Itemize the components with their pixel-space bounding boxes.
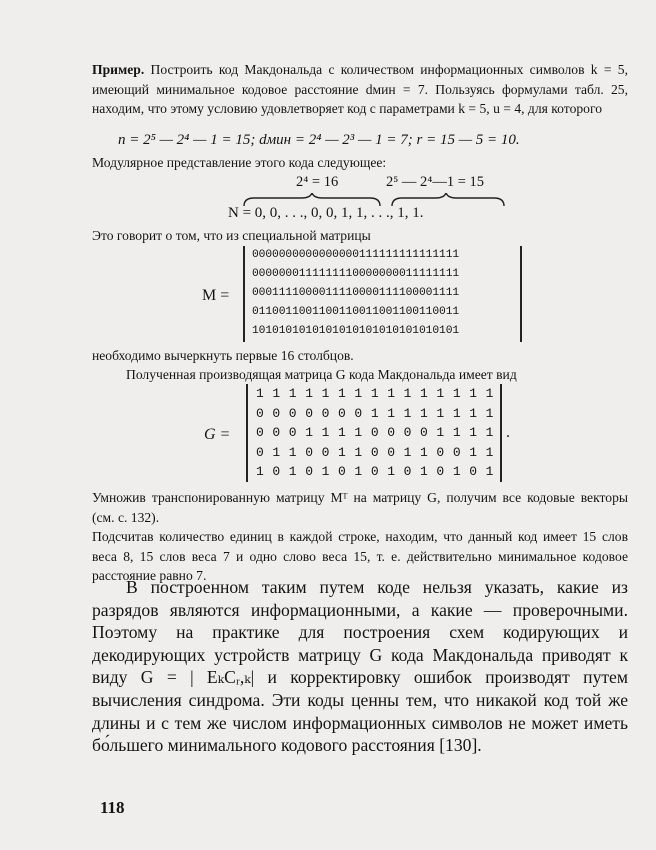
matrix-m-row: 1010101010101010101010101010101 [252,325,460,337]
matrix-m [252,246,459,341]
matrix-g [256,384,494,482]
matrix-m-row: 0001111000011110000111100001111 [252,287,460,299]
matrix-g-row: 1 0 1 0 1 0 1 0 1 0 1 0 1 0 1 [256,464,494,480]
example-paragraph [92,60,628,119]
matrix-g-label: G = [204,426,231,443]
page-number: 118 [100,798,125,817]
brace-left-label: 2⁴ = 16 [296,174,339,190]
matrix-g-row: 0 0 0 0 0 0 0 1 1 1 1 1 1 1 1 [256,405,494,421]
example-label: Пример. [92,62,145,77]
main-paragraph-text: В построенном таким путем коде нельзя указать, какие из разрядов являются информационными, а какие — проверочными. Поэтому на практике для построения схем кодирующих и декодирующих устройств матрицу G кода Макдональда приводят к виду G = | EₖCᵣ,ₖ| и корректировку ошибок производят путем вычисления синдрома. Эти коды ценны тем, что никакой код той же длины и с тем же числом информационных символов не может иметь бо́льшего минимального кодового расстояния [130]. [92,577,628,756]
multiply-paragraph: Умножив транспонированную матрицу Mᵀ на матрицу G, получим все кодовые векторы (см. с. 132). [92,490,628,525]
strike-note: необходимо вычеркнуть первые 16 столбцов. [92,348,354,363]
matrix-m-left-bar [243,246,245,342]
matrix-g-right-bar [500,384,502,482]
main-paragraph [92,576,628,757]
matrix-m-row: 0000000111111110000000011111111 [252,268,460,280]
matrix-m-right-bar [520,246,522,342]
generator-intro: Полученная производящая матрица G кода Макдональда имеет вид [126,367,517,382]
brace-right-label: 2⁵ — 2⁴—1 = 15 [386,174,485,190]
modular-intro: Модулярное представление этого кода следующее: [92,155,387,170]
matrix-g-row: 0 1 1 0 0 1 1 0 0 1 1 0 0 1 1 [256,444,494,460]
matrix-g-row: 1 1 1 1 1 1 1 1 1 1 1 1 1 1 1 [256,386,494,401]
n-vector: N = 0, 0, . . ., 0, 0, 1, 1, . . ., 1, 1. [228,205,424,221]
matrix-m-row: 0000000000000000111111111111111 [252,249,460,261]
special-matrix-intro: Это говорит о том, что из специальной матрицы [92,228,371,243]
matrix-m-row: 0110011001100110011001100110011 [252,306,460,318]
params-line: n = 2⁵ — 2⁴ — 1 = 15; dмин = 2⁴ — 2³ — 1 = 7; r = 15 — 5 = 10. [118,132,520,148]
matrix-m-label: M = [202,287,230,304]
matrix-g-left-bar [246,384,248,482]
matrix-g-period: . [506,424,510,441]
count-paragraph: Подсчитав количество единиц в каждой строке, находим, что данный код имеет 15 слов веса 8, 15 слов веса 7 и одно слово веса 15, т. е. действительно минимальное кодовое расстояние равно 7. [92,529,628,584]
matrix-g-row: 0 0 0 1 1 1 1 0 0 0 0 1 1 1 1 [256,425,494,441]
example-text: Построить код Макдональда с количеством информационных символов k = 5, имеющий минимальное кодовое расстояние dмин = 7. Пользуясь формулами табл. 25, находим, что этому условию удовлетворяет код с параметрами k = 5, u = 4, для которого [92,62,628,117]
